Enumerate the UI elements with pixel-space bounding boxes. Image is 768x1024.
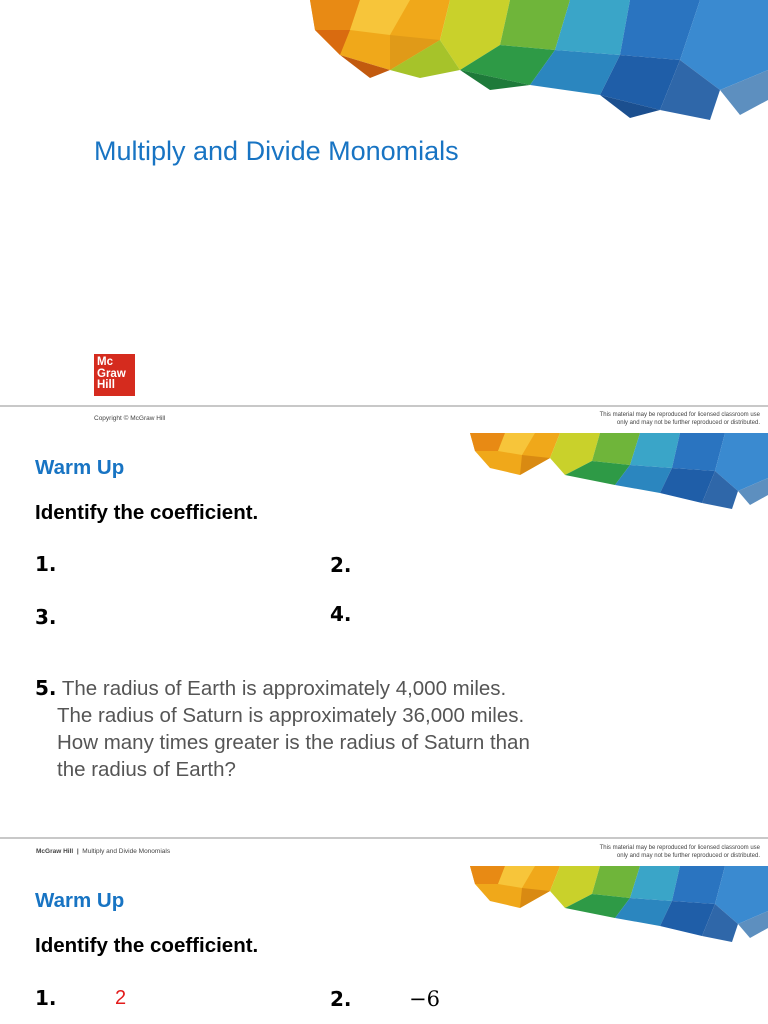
polygon-banner-graphic	[470, 433, 768, 513]
word-problem	[35, 675, 595, 783]
item-number: 1.	[35, 986, 57, 1010]
item-number: 5.	[35, 676, 57, 700]
section-heading: Warm Up	[35, 889, 125, 912]
footer-brand: McGraw Hill	[36, 848, 74, 855]
item-number: 2.	[330, 553, 352, 577]
instruction-text: Identify the coefficient.	[35, 934, 259, 957]
footer-separator: |	[76, 848, 79, 855]
item-number: 3.	[35, 605, 57, 629]
problem-line: the radius of Earth?	[57, 758, 236, 781]
instruction-text: Identify the coefficient.	[35, 501, 259, 524]
presentation-title: Multiply and Divide Monomials	[94, 136, 459, 166]
answer-value: −6	[409, 987, 440, 1011]
copyright-text: Copyright © McGraw Hill	[94, 415, 166, 422]
problem-line: The radius of Earth is approximately 4,000 miles.	[61, 677, 507, 700]
legal-notice: This material may be reproduced for licensed classroom use only and may not be further reproduced or distributed.	[599, 845, 760, 859]
footer-title: Multiply and Divide Monomials	[82, 848, 171, 855]
title-slide	[0, 0, 768, 405]
section-heading: Warm Up	[35, 456, 125, 479]
polygon-banner-graphic	[470, 866, 768, 946]
polygon-banner-graphic	[300, 0, 768, 125]
answer-value: 2	[115, 987, 127, 1009]
item-number: 4.	[330, 602, 352, 626]
problem-line: The radius of Saturn is approximately 36,000 miles.	[57, 704, 525, 727]
item-number: 1.	[35, 552, 57, 576]
problem-line: How many times greater is the radius of Saturn than	[57, 731, 530, 754]
item-number: 2.	[330, 987, 352, 1011]
warm-up-slide	[0, 407, 768, 837]
mcgraw-hill-logo: Mc Graw Hill	[94, 354, 135, 396]
legal-notice: This material may be reproduced for licensed classroom use only and may not be further reproduced or distributed.	[599, 412, 760, 426]
footer-text	[36, 848, 170, 855]
warm-up-answers-slide	[0, 839, 768, 1024]
